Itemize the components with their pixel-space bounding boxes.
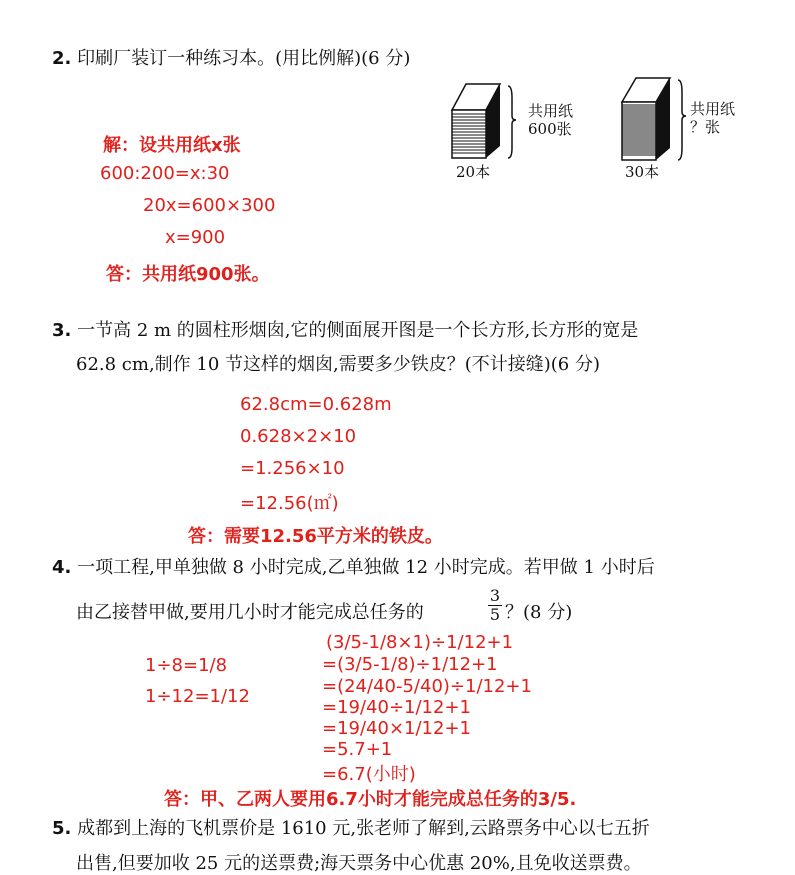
book2-count: 30本 [625, 163, 660, 181]
q4-fraction-numerator: 3 [489, 586, 501, 605]
book1-count: 20本 [456, 163, 491, 181]
q4-number: 4. [52, 557, 72, 578]
book2-label-line1: 共用纸 [690, 100, 736, 118]
q4-line-2-prefix: 由乙接替甲做,要用几小时才能完成总任务的 [76, 602, 424, 623]
q3-number: 3. [52, 320, 72, 341]
q2-answer-line-2: 600:200=x:30 [100, 163, 230, 184]
q3-answer-line-3: =1.256×10 [240, 458, 345, 479]
q4-line-1 [52, 553, 655, 579]
q2-prompt: 印刷厂装订一种练习本。(用比例解)(6 分) [77, 48, 411, 69]
q2-answer-line-4: x=900 [165, 227, 226, 248]
q3-answer-conclusion: 答：需要12.56平方米的铁皮。 [188, 526, 443, 547]
q4-answer-right-7: =6.7(小时) [322, 764, 416, 785]
q4-answer-right-6: =5.7+1 [322, 739, 393, 760]
book1-label-line2: 600张 [528, 120, 572, 138]
q4-answer-left-1: 1÷8=1/8 [145, 655, 228, 676]
q4-fraction-denominator: 5 [489, 605, 501, 624]
q4-line-2-suffix: ？(8 分) [505, 602, 573, 623]
q4-answer-conclusion: 答：甲、乙两人要用6.7小时才能完成总任务的3/5. [164, 789, 577, 810]
book-stack-20-figure [448, 80, 528, 160]
q5-prompt-1: 成都到上海的飞机票价是 1610 元,张老师了解到,云路票务中心以七五折 [77, 818, 650, 839]
q2-text [52, 44, 410, 70]
q2-answer-line-1: 解：设共用纸x张 [103, 135, 241, 156]
q3-answer-line-2: 0.628×2×10 [240, 426, 357, 447]
q4-answer-right-4: =19/40÷1/12+1 [322, 697, 471, 718]
q4-answer-right-3: =(24/40-5/40)÷1/12+1 [322, 676, 532, 697]
q4-answer-right-1: (3/5-1/8×1)÷1/12+1 [326, 632, 514, 653]
book2-paper-label [690, 100, 735, 136]
q4-answer-left-2: 1÷12=1/12 [145, 686, 250, 707]
q4-answer-right-2: =(3/5-1/8)÷1/12+1 [322, 654, 498, 675]
q5-line-1 [52, 814, 650, 840]
q5-number: 5. [52, 818, 72, 839]
q4-prompt-1: 一项工程,甲单独做 8 小时完成,乙单独做 12 小时完成。若甲做 1 小时后 [77, 557, 655, 578]
q2-answer-conclusion: 答：共用纸900张。 [106, 264, 270, 285]
q4-fraction [488, 588, 502, 623]
book2-label-line2: ？张 [690, 118, 721, 136]
q2-answer-line-3: 20x=600×300 [143, 195, 276, 216]
q3-prompt-1: 一节高 2 m 的圆柱形烟囱,它的侧面展开图是一个长方形,长方形的宽是 [77, 320, 639, 341]
q3-line-1 [52, 316, 638, 342]
q3-line-2: 62.8 cm,制作 10 节这样的烟囱,需要多少铁皮？(不计接缝)(6 分) [76, 354, 601, 375]
book1-paper-label [528, 102, 573, 138]
q2-number: 2. [52, 48, 72, 69]
q3-answer-line-4: =12.56(㎡) [240, 493, 339, 514]
book1-label-line1: 共用纸 [528, 102, 574, 120]
q5-line-2: 出售,但要加收 25 元的送票费;海天票务中心优惠 20%,且免收送票费。 [76, 853, 642, 874]
book-stack-30-figure [618, 76, 698, 162]
q4-answer-right-5: =19/40×1/12+1 [322, 718, 471, 739]
q3-answer-line-1: 62.8cm=0.628m [240, 394, 392, 415]
